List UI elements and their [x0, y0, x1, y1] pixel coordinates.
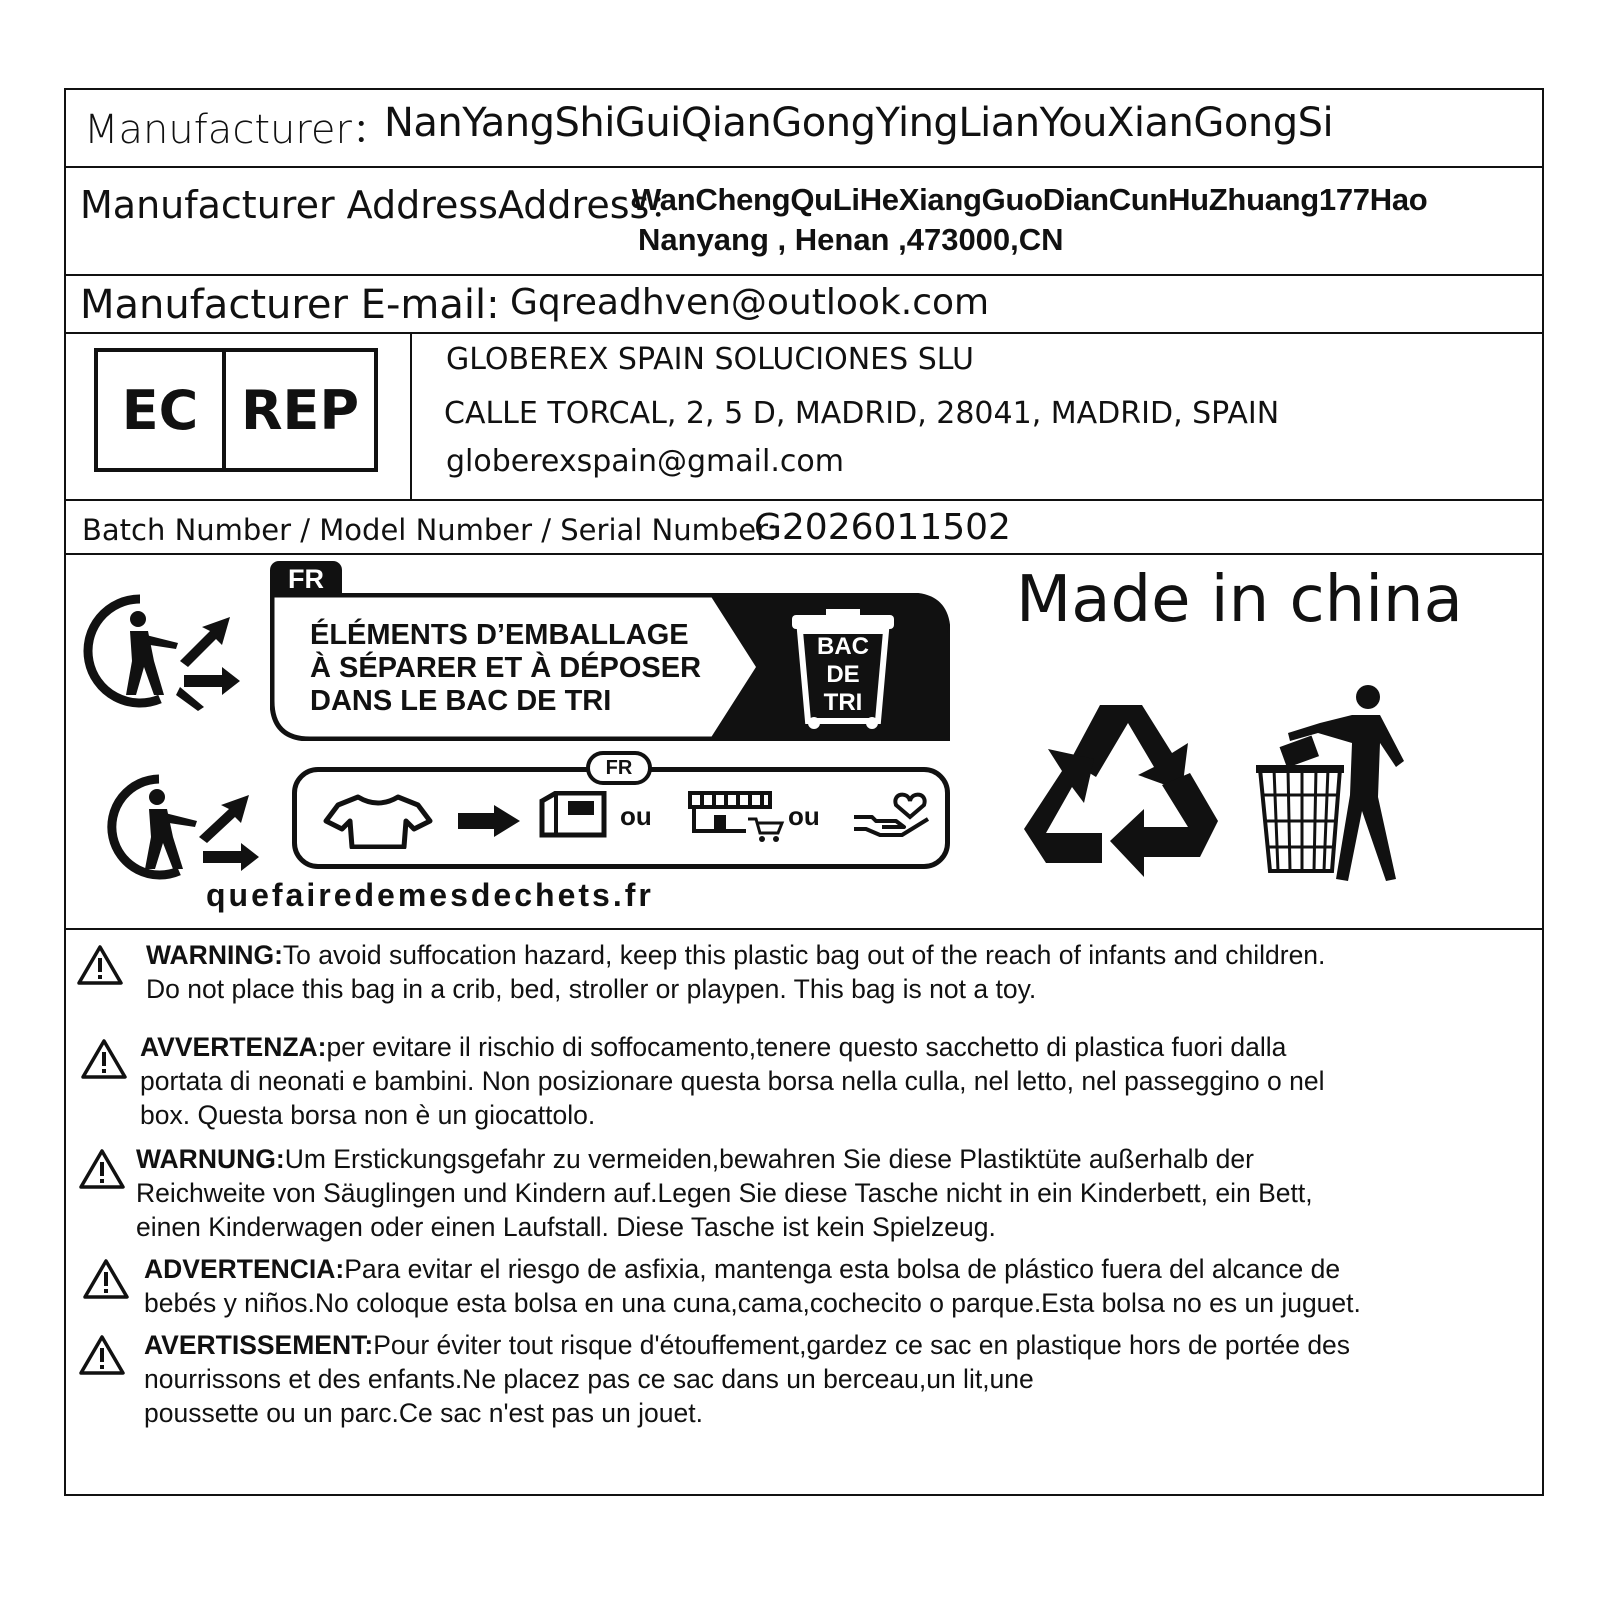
warning-line: [144, 1286, 1361, 1320]
banner-line: À SÉPARER ET À DÉPOSER: [310, 652, 702, 684]
rep-symbol-text: REP: [240, 378, 360, 442]
warning-text: [146, 938, 1325, 1006]
warning-line: [140, 1030, 1324, 1064]
warning-icon: [78, 1334, 126, 1376]
manufacturer-label: Manufacturer：: [84, 107, 392, 153]
warning-text: [140, 1030, 1324, 1132]
manufacturer-name: NanYangShiGuiQianGongYingLianYouXianGongSi: [384, 100, 1334, 146]
warning-title: WARNING:: [146, 940, 283, 970]
batch-row: [66, 501, 1542, 555]
warning-line: [136, 1142, 1313, 1176]
bin-line: BAC: [817, 633, 869, 660]
warning-line-text: einen Kinderwagen oder einen Laufstall. Diese Tasche ist kein Spielzeug.: [136, 1212, 996, 1242]
recycling-row: [66, 555, 1542, 930]
warning-line-text: To avoid suffocation hazard, keep this plastic bag out of the reach of infants and children.: [282, 940, 1326, 970]
warning-icon: [82, 1258, 130, 1300]
warning-text: [144, 1252, 1361, 1320]
ec-symbol-text: EC: [98, 352, 226, 468]
manufacturer-email-label: Manufacturer E-mail:: [80, 282, 500, 328]
warning-line-text: portata di neonati e bambini. Non posizionare questa borsa nella culla, nel letto, nel passeggino o nel: [140, 1066, 1325, 1096]
warning-text: [144, 1328, 1350, 1430]
warnings-section: [66, 930, 1542, 1494]
arrow-right-icon: [456, 803, 522, 839]
warning-line: [136, 1176, 1313, 1210]
banner-text: [310, 619, 701, 718]
banner-line: DANS LE BAC DE TRI: [310, 685, 612, 717]
warning-line: [140, 1064, 1324, 1098]
shop-icon: [686, 789, 786, 843]
tidyman-icon: [1256, 685, 1428, 883]
triman-icon: [80, 591, 244, 711]
bin-line: TRI: [823, 689, 863, 716]
batch-label: Batch Number / Model Number / Serial Number:: [82, 513, 778, 547]
warning-title: WARNUNG:: [136, 1144, 285, 1174]
warning-icon: [80, 1038, 128, 1080]
warning-line-text: Pour éviter tout risque d'étouffement,gardez ce sac en plastique hors de portée des: [373, 1330, 1351, 1360]
warning-line-text: poussette ou un parc.Ce sac n'est pas un jouet.: [144, 1398, 703, 1428]
manufacturer-email-row: [66, 276, 1542, 334]
fr-circle: FR: [586, 751, 652, 785]
ec-rep-row: [66, 334, 1542, 501]
manufacturer-address-row: [66, 168, 1542, 276]
manufacturer-email: Gqreadhven@outlook.com: [510, 282, 990, 323]
warning-line-text: Do not place this bag in a crib, bed, stroller or playpen. This bag is not a toy.: [146, 974, 1037, 1004]
ou-text: ou: [620, 801, 652, 831]
tshirt-icon: [322, 793, 434, 849]
bac-de-tri-text: [788, 633, 898, 717]
warning-line: [146, 938, 1325, 972]
donate-hand-icon: [852, 787, 932, 837]
ec-rep-address: CALLE TORCAL, 2, 5 D, MADRID, 28041, MADRID, SPAIN: [444, 396, 1280, 431]
warning-icon: [76, 944, 124, 986]
bin-line: DE: [826, 661, 860, 688]
manufacturer-address-line2: Nanyang , Henan ,473000,CN: [638, 222, 1064, 257]
recycle-icon: [1012, 695, 1230, 881]
ec-rep-symbol: [94, 348, 378, 472]
fr-tab: FR: [270, 561, 342, 597]
ou-text: ou: [788, 801, 820, 831]
product-label: [64, 88, 1544, 1496]
warning-line: [140, 1098, 1324, 1132]
ec-rep-email: globerexspain@gmail.com: [446, 444, 844, 479]
warning-line-text: Reichweite von Säuglingen und Kindern auf.Legen Sie diese Tasche nicht in ein Kinderbett, ein Bett,: [136, 1178, 1313, 1208]
warning-line: [144, 1396, 1350, 1430]
manufacturer-address-label: Manufacturer AddressAddress：: [80, 183, 688, 227]
collection-box-icon: [538, 791, 608, 839]
warning-title: ADVERTENCIA:: [144, 1254, 345, 1284]
warning-line: [136, 1210, 1313, 1244]
warning-line: [144, 1328, 1350, 1362]
batch-value: G2026011502: [754, 507, 1011, 548]
warning-line: [144, 1362, 1350, 1396]
origin-text: Made in china: [1016, 563, 1463, 637]
warning-line-text: Um Erstickungsgefahr zu vermeiden,bewahren Sie diese Plastiktüte außerhalb der: [284, 1144, 1254, 1174]
ec-rep-divider: [410, 334, 412, 499]
warning-line-text: box. Questa borsa non è un giocattolo.: [140, 1100, 596, 1130]
manufacturer-row: [66, 90, 1542, 168]
warning-title: AVERTISSEMENT:: [144, 1330, 374, 1360]
warning-line-text: nourrissons et des enfants.Ne placez pas ce sac dans un berceau,un lit,une: [144, 1364, 1034, 1394]
warning-icon: [78, 1148, 126, 1190]
warning-line-text: bebés y niños.No coloque esta bolsa en una cuna,cama,cochecito o parque.Esta bolsa no es un juguet.: [144, 1288, 1361, 1318]
triman-icon: [86, 773, 276, 881]
website-text: quefairedemesdechets.fr: [206, 877, 654, 913]
manufacturer-address-line1: WanChengQuLiHeXiangGuoDianCunHuZhuang177Hao: [632, 182, 1428, 217]
warning-line-text: Para evitar el riesgo de asfixia, mantenga esta bolsa de plástico fuera del alcance de: [344, 1254, 1341, 1284]
warning-text: [136, 1142, 1313, 1244]
ec-rep-name: GLOBEREX SPAIN SOLUCIONES SLU: [446, 342, 974, 377]
warning-line: [144, 1252, 1361, 1286]
warning-line: [146, 972, 1325, 1006]
warning-line-text: per evitare il rischio di soffocamento,tenere questo sacchetto di plastica fuori dalla: [326, 1032, 1287, 1062]
banner-line: ÉLÉMENTS D’EMBALLAGE: [310, 619, 689, 651]
warning-title: AVVERTENZA:: [140, 1032, 327, 1062]
